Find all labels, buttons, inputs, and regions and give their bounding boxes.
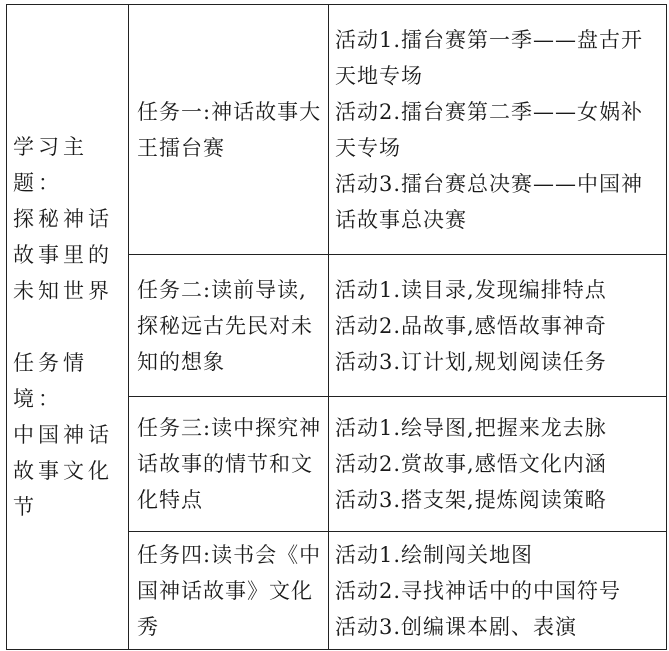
task-table [6, 4, 667, 650]
task-2-activities [329, 255, 667, 397]
task-1-activity-3: 活动3.擂台赛总决赛——中国神话故事总决赛 [335, 171, 644, 232]
task-1-activities [329, 5, 667, 255]
task-3-activity-3: 活动3.搭支架,提炼阅读策略 [335, 488, 607, 512]
topic-label: 学习主题： [13, 135, 88, 195]
task-2-cell [129, 255, 329, 397]
task-3-activities [329, 397, 667, 532]
task-4-activity-1: 活动1.绘制闯关地图 [335, 542, 534, 567]
task-3-cell [129, 397, 329, 532]
task-2-activity-2: 活动2.品故事,感悟故事神奇 [335, 313, 607, 338]
task-1-title: 任务一:神话故事大王擂台赛 [137, 99, 322, 160]
theme-cell [7, 5, 129, 650]
topic-text: 探秘神话故事里的未知世界 [13, 207, 113, 303]
task-2-activity-3: 活动3.订计划,规划阅读任务 [335, 349, 607, 374]
task-3-title: 任务三:读中探究神话故事的情节和文化特点 [137, 416, 322, 512]
task-4-title: 任务四:读书会《中国神话故事》文化秀 [137, 542, 322, 639]
task-4-activities [329, 532, 667, 650]
task-3-activity-1: 活动1.绘导图,把握来龙去脉 [335, 416, 607, 440]
task-4-activity-3: 活动3.创编课本剧、表演 [335, 614, 578, 639]
context-text: 中国神话故事文化节 [13, 423, 113, 519]
task-1-cell [129, 5, 329, 255]
task-1-activity-2: 活动2.擂台赛第二季——女娲补天专场 [335, 99, 644, 160]
task-2-activity-1: 活动1.读目录,发现编排特点 [335, 277, 607, 302]
context-label: 任务情境： [13, 351, 88, 411]
task-3-activity-2: 活动2.赏故事,感悟文化内涵 [335, 452, 607, 476]
task-1-activity-1: 活动1.擂台赛第一季——盘古开天地专场 [335, 27, 644, 88]
task-2-title: 任务二:读前导读,探秘远古先民对未知的想象 [137, 277, 313, 374]
task-4-activity-2: 活动2.寻找神话中的中国符号 [335, 578, 622, 603]
task-4-cell [129, 532, 329, 650]
